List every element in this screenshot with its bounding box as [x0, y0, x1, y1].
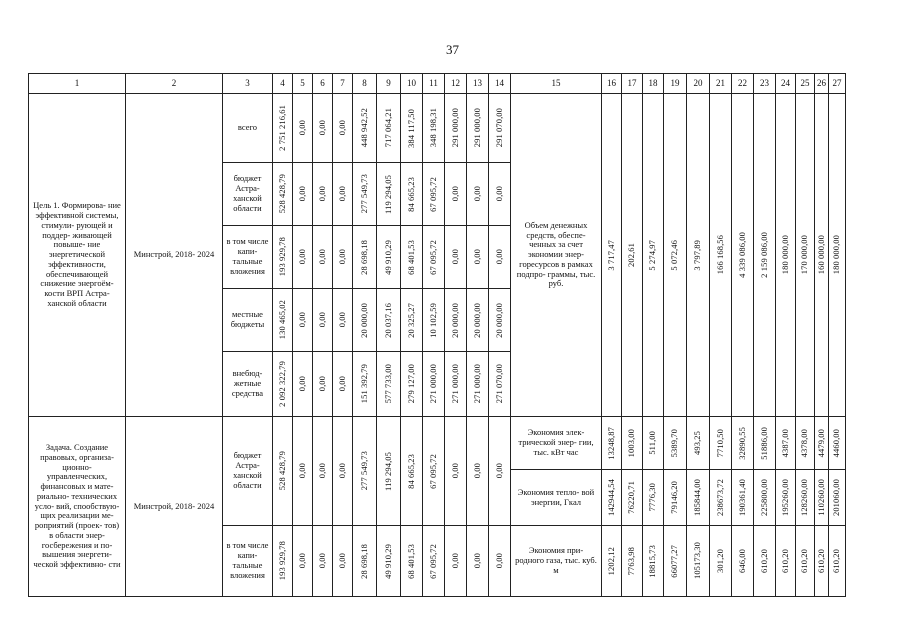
value-text: 610,20 — [779, 549, 790, 573]
value-text: 2 092 322,79 — [276, 361, 287, 407]
value-text: 301,20 — [714, 549, 725, 573]
value-cell — [664, 526, 687, 597]
value-text: 0,00 — [471, 463, 482, 479]
value-text: 0,00 — [296, 120, 307, 136]
column-header: 21 — [710, 74, 732, 94]
funding-source-label: внебюд- жетные средства — [223, 352, 273, 417]
column-header: 12 — [445, 74, 467, 94]
value-cell — [754, 470, 776, 526]
value-text: 0,00 — [316, 463, 327, 479]
value-cell — [815, 417, 829, 470]
value-text: 7710,50 — [714, 428, 725, 458]
value-text: 0,00 — [336, 249, 347, 265]
value-text: 448 942,52 — [358, 108, 369, 148]
value-text: 180 000,00 — [779, 235, 790, 275]
value-cell — [377, 289, 401, 352]
value-text: 66077,27 — [669, 544, 680, 578]
value-text: 68 401,53 — [405, 543, 416, 579]
value-cell — [333, 226, 353, 289]
value-text: 0,00 — [336, 186, 347, 202]
value-cell — [293, 352, 313, 417]
value-cell — [776, 526, 796, 597]
value-text: 4378,00 — [799, 428, 810, 458]
value-text: 119 294,05 — [382, 451, 393, 491]
value-text: 0,00 — [336, 312, 347, 328]
value-cell — [467, 417, 489, 526]
value-text: 49 910,29 — [382, 239, 393, 275]
value-text: 0,00 — [296, 376, 307, 392]
value-cell — [401, 417, 423, 526]
value-cell — [489, 226, 511, 289]
value-cell — [815, 526, 829, 597]
value-cell — [353, 526, 377, 597]
value-text: 0,00 — [296, 312, 307, 328]
value-cell — [489, 163, 511, 226]
value-text: 160 000,00 — [815, 235, 826, 275]
value-text: 51886,00 — [758, 426, 769, 460]
column-header: 2 — [126, 74, 223, 94]
value-cell — [643, 94, 664, 417]
value-cell — [273, 289, 293, 352]
value-cell — [776, 470, 796, 526]
column-header: 9 — [377, 74, 401, 94]
value-text: 717 064,21 — [382, 108, 393, 148]
value-text: 0,00 — [449, 463, 460, 479]
value-cell — [293, 163, 313, 226]
column-header: 1 — [29, 74, 126, 94]
value-text: 4479,00 — [815, 428, 826, 458]
value-cell — [423, 417, 445, 526]
value-cell — [445, 526, 467, 597]
column-header: 14 — [489, 74, 511, 94]
value-text: 4 339 086,00 — [736, 232, 747, 278]
value-cell — [423, 526, 445, 597]
value-cell — [293, 417, 313, 526]
column-header: 6 — [313, 74, 333, 94]
value-cell — [353, 289, 377, 352]
value-cell — [643, 526, 664, 597]
value-text: 2 751 216,61 — [276, 105, 287, 151]
value-text: 4387,00 — [779, 428, 790, 458]
value-cell — [353, 226, 377, 289]
value-text: 3 717,47 — [605, 239, 616, 271]
value-text: 384 117,50 — [405, 108, 416, 148]
value-cell — [313, 526, 333, 597]
column-header: 5 — [293, 74, 313, 94]
value-text: 185844,00 — [692, 478, 703, 517]
value-text: 277 549,73 — [358, 451, 369, 491]
column-header: 22 — [732, 74, 754, 94]
value-text: 0,00 — [316, 120, 327, 136]
value-cell — [353, 417, 377, 526]
value-text: 3 797,89 — [692, 239, 703, 271]
value-cell — [377, 163, 401, 226]
value-cell — [489, 417, 511, 526]
column-header: 7 — [333, 74, 353, 94]
funding-source-label: местные бюджеты — [223, 289, 273, 352]
value-cell — [602, 470, 622, 526]
value-text: 511,00 — [647, 431, 658, 455]
value-text: 20 325,27 — [405, 302, 416, 338]
value-cell — [687, 526, 710, 597]
value-text: 271 000,00 — [427, 364, 438, 404]
value-cell — [489, 352, 511, 417]
value-text: 180 000,00 — [831, 235, 842, 275]
value-cell — [353, 94, 377, 163]
value-cell — [423, 352, 445, 417]
value-text: 610,20 — [815, 549, 826, 573]
value-text: 0,00 — [296, 553, 307, 569]
value-text: 193 929,78 — [276, 237, 287, 277]
value-cell — [643, 470, 664, 526]
value-cell — [796, 94, 815, 417]
value-cell — [401, 289, 423, 352]
value-cell — [622, 94, 643, 417]
column-header: 24 — [776, 74, 796, 94]
value-cell — [643, 417, 664, 470]
value-text: 20 000,00 — [358, 302, 369, 338]
value-text: 610,20 — [831, 549, 842, 573]
value-cell — [377, 352, 401, 417]
value-cell — [401, 163, 423, 226]
value-cell — [423, 94, 445, 163]
column-header: 10 — [401, 74, 423, 94]
value-cell — [273, 352, 293, 417]
value-text: 5389,70 — [669, 428, 680, 458]
value-text: 0,00 — [449, 553, 460, 569]
value-text: 0,00 — [296, 249, 307, 265]
value-cell — [754, 526, 776, 597]
value-cell — [333, 352, 353, 417]
value-text: 0,00 — [336, 376, 347, 392]
executor-cell: Минстрой, 2018- 2024 — [126, 417, 223, 597]
value-text: 170 000,00 — [799, 235, 810, 275]
value-text: 32890,55 — [736, 426, 747, 460]
value-cell — [732, 470, 754, 526]
value-cell — [687, 417, 710, 470]
value-text: 67 095,72 — [427, 176, 438, 212]
indicator-label: Экономия при- родного газа, тыс. куб. м — [511, 526, 602, 597]
value-cell — [602, 94, 622, 417]
value-cell — [273, 417, 293, 526]
value-cell — [732, 94, 754, 417]
value-cell — [829, 526, 846, 597]
value-text: 20 000,00 — [493, 302, 504, 338]
value-cell — [401, 94, 423, 163]
budget-table — [28, 73, 846, 597]
value-text: 1202,12 — [605, 546, 616, 576]
value-cell — [796, 470, 815, 526]
executor-cell: Минстрой, 2018- 2024 — [126, 94, 223, 417]
value-text: 190361,40 — [736, 478, 747, 517]
value-text: 610,20 — [758, 549, 769, 573]
value-cell — [664, 94, 687, 417]
value-cell — [445, 417, 467, 526]
value-text: 18815,73 — [647, 544, 658, 578]
value-cell — [273, 526, 293, 597]
value-text: 291 000,00 — [449, 108, 460, 148]
value-cell — [710, 94, 732, 417]
value-text: 279 127,00 — [405, 364, 416, 404]
value-cell — [445, 94, 467, 163]
column-header: 25 — [796, 74, 815, 94]
value-text: 20 037,16 — [382, 302, 393, 338]
value-cell — [377, 94, 401, 163]
value-cell — [796, 417, 815, 470]
value-text: 0,00 — [493, 553, 504, 569]
value-text: 291 070,00 — [493, 108, 504, 148]
value-cell — [776, 417, 796, 470]
column-header: 17 — [622, 74, 643, 94]
value-text: 79146,20 — [669, 481, 680, 514]
table-row — [29, 417, 846, 470]
value-cell — [664, 470, 687, 526]
value-text: 166 168,56 — [714, 235, 725, 275]
value-text: 225800,00 — [758, 478, 769, 517]
value-cell — [401, 352, 423, 417]
value-text: 76220,71 — [626, 481, 637, 514]
value-text: 0,00 — [316, 186, 327, 202]
indicator-label: Объем денежных средств, обеспе- ченных за счет экономии энер- горесурсов в рамках подпро- граммы, тыс. руб. — [511, 94, 602, 417]
value-text: 0,00 — [471, 186, 482, 202]
value-cell — [353, 163, 377, 226]
value-text: 28 698,18 — [358, 543, 369, 579]
value-cell — [732, 526, 754, 597]
value-cell — [829, 470, 846, 526]
value-cell — [313, 94, 333, 163]
value-cell — [273, 226, 293, 289]
value-cell — [377, 526, 401, 597]
value-cell — [423, 289, 445, 352]
column-header: 27 — [829, 74, 846, 94]
value-text: 0,00 — [296, 186, 307, 202]
value-text: 67 095,72 — [427, 453, 438, 489]
value-text: 193 929,78 — [276, 541, 287, 581]
value-cell — [467, 94, 489, 163]
value-cell — [293, 526, 313, 597]
value-cell — [776, 94, 796, 417]
column-header: 15 — [511, 74, 602, 94]
column-header: 23 — [754, 74, 776, 94]
value-text: 5 274,97 — [647, 239, 658, 271]
value-cell — [710, 417, 732, 470]
value-text: 0,00 — [296, 463, 307, 479]
value-cell — [333, 163, 353, 226]
funding-source-label: в том числе капи- тальные вложения — [223, 526, 273, 597]
value-text: 142944,54 — [605, 478, 616, 517]
value-text: 202,61 — [626, 243, 637, 267]
column-header: 8 — [353, 74, 377, 94]
goal-title: Цель 1. Формирова- ние эффективной системы, стимули- рующей и поддер- живающей повыше- ние энергетической эффективности, обеспечивающей снижение энергоём- кости ВРП Астра- ханской области — [29, 94, 126, 417]
value-text: 0,00 — [449, 186, 460, 202]
column-header: 3 — [223, 74, 273, 94]
funding-source-label: в том числе капи- тальные вложения — [223, 226, 273, 289]
value-text: 84 665,23 — [405, 176, 416, 212]
value-cell — [333, 526, 353, 597]
value-text: 0,00 — [316, 249, 327, 265]
value-text: 28 698,18 — [358, 239, 369, 275]
value-cell — [293, 226, 313, 289]
value-cell — [489, 94, 511, 163]
value-cell — [445, 226, 467, 289]
value-text: 2 159 086,00 — [758, 232, 769, 278]
value-text: 68 401,53 — [405, 239, 416, 275]
column-header: 13 — [467, 74, 489, 94]
value-text: 20 000,00 — [471, 302, 482, 338]
value-cell — [353, 352, 377, 417]
value-text: 7763,98 — [626, 546, 637, 576]
value-cell — [754, 417, 776, 470]
column-header: 19 — [664, 74, 687, 94]
value-text: 0,00 — [336, 120, 347, 136]
value-cell — [313, 226, 333, 289]
value-cell — [445, 352, 467, 417]
value-cell — [467, 289, 489, 352]
value-text: 7776,30 — [647, 483, 658, 512]
value-text: 10 102,59 — [427, 302, 438, 338]
table-row — [29, 94, 846, 163]
value-cell — [333, 94, 353, 163]
value-cell — [622, 470, 643, 526]
column-header: 16 — [602, 74, 622, 94]
value-text: 84 665,23 — [405, 453, 416, 489]
indicator-label: Экономия тепло- вой энергии, Гкал — [511, 470, 602, 526]
value-cell — [467, 163, 489, 226]
value-text: 4460,00 — [831, 428, 842, 458]
value-text: 577 733,00 — [382, 364, 393, 404]
value-cell — [333, 289, 353, 352]
value-cell — [467, 226, 489, 289]
value-cell — [313, 163, 333, 226]
value-text: 105173,30 — [692, 542, 703, 580]
value-text: 1003,00 — [626, 428, 637, 458]
column-header: 26 — [815, 74, 829, 94]
value-text: 0,00 — [493, 186, 504, 202]
value-text: 0,00 — [471, 249, 482, 265]
value-text: 0,00 — [336, 463, 347, 479]
value-cell — [754, 94, 776, 417]
value-cell — [829, 94, 846, 417]
value-cell — [687, 94, 710, 417]
value-cell — [664, 417, 687, 470]
value-cell — [313, 289, 333, 352]
value-text: 528 428,79 — [276, 174, 287, 214]
funding-source-label: всего — [223, 94, 273, 163]
value-text: 128260,00 — [799, 478, 810, 517]
value-text: 348 198,31 — [427, 108, 438, 148]
value-cell — [622, 417, 643, 470]
value-text: 610,20 — [799, 549, 810, 573]
value-cell — [333, 417, 353, 526]
column-header: 11 — [423, 74, 445, 94]
value-cell — [467, 352, 489, 417]
value-text: 493,25 — [692, 431, 703, 455]
column-header: 18 — [643, 74, 664, 94]
value-text: 277 549,73 — [358, 174, 369, 214]
page-number: 37 — [446, 42, 459, 57]
value-text: 5 072,46 — [669, 239, 680, 271]
value-text: 0,00 — [316, 312, 327, 328]
value-cell — [293, 289, 313, 352]
value-text: 201060,00 — [831, 478, 842, 517]
value-cell — [687, 470, 710, 526]
value-text: 528 428,79 — [276, 451, 287, 491]
value-cell — [273, 163, 293, 226]
value-text: 0,00 — [493, 249, 504, 265]
value-cell — [829, 417, 846, 470]
value-text: 291 000,00 — [471, 108, 482, 148]
value-cell — [796, 526, 815, 597]
value-cell — [489, 526, 511, 597]
value-text: 119 294,05 — [382, 174, 393, 214]
value-text: 646,00 — [736, 549, 747, 573]
value-cell — [423, 226, 445, 289]
value-text: 0,00 — [449, 249, 460, 265]
value-text: 151 392,79 — [358, 364, 369, 404]
value-cell — [293, 94, 313, 163]
value-cell — [710, 526, 732, 597]
value-text: 20 000,00 — [449, 302, 460, 338]
value-cell — [377, 226, 401, 289]
value-cell — [401, 526, 423, 597]
value-cell — [273, 94, 293, 163]
value-cell — [445, 163, 467, 226]
value-text: 195260,00 — [779, 478, 790, 517]
column-header: 4 — [273, 74, 293, 94]
value-text: 110260,00 — [815, 479, 826, 516]
value-text: 130 465,02 — [276, 300, 287, 340]
value-cell — [467, 526, 489, 597]
indicator-label: Экономия элек- трической энер- гии, тыс. кВт час — [511, 417, 602, 470]
column-header: 20 — [687, 74, 710, 94]
value-text: 0,00 — [316, 376, 327, 392]
value-cell — [401, 226, 423, 289]
value-text: 67 095,72 — [427, 543, 438, 579]
value-text: 0,00 — [336, 553, 347, 569]
value-text: 67 095,72 — [427, 239, 438, 275]
value-cell — [602, 417, 622, 470]
value-cell — [313, 352, 333, 417]
task-title: Задача. Создание правовых, организа- ционно- управленческих, финансовых и мате- риально- технических усло- вий, спообствую- щих реализации ме- роприятий (проек- тов) в области энер- госбережения и по- вышения энергети- ческой эффективно- сти — [29, 417, 126, 597]
value-text: 49 910,29 — [382, 543, 393, 579]
funding-source-label: бюджет Астра- ханской области — [223, 417, 273, 526]
value-text: 271 000,00 — [449, 364, 460, 404]
header-row — [29, 74, 846, 94]
value-cell — [710, 470, 732, 526]
value-cell — [313, 417, 333, 526]
value-text: 0,00 — [493, 463, 504, 479]
value-text: 0,00 — [316, 553, 327, 569]
value-text: 238673,72 — [714, 478, 725, 517]
value-text: 271 000,00 — [471, 364, 482, 404]
funding-source-label: бюджет Астра- ханской области — [223, 163, 273, 226]
value-cell — [622, 526, 643, 597]
value-cell — [489, 289, 511, 352]
value-text: 271 070,00 — [493, 364, 504, 404]
value-cell — [815, 470, 829, 526]
value-text: 13248,87 — [605, 426, 616, 460]
value-cell — [377, 417, 401, 526]
value-cell — [815, 94, 829, 417]
value-text: 0,00 — [471, 553, 482, 569]
value-cell — [423, 163, 445, 226]
value-cell — [445, 289, 467, 352]
value-cell — [602, 526, 622, 597]
value-cell — [732, 417, 754, 470]
